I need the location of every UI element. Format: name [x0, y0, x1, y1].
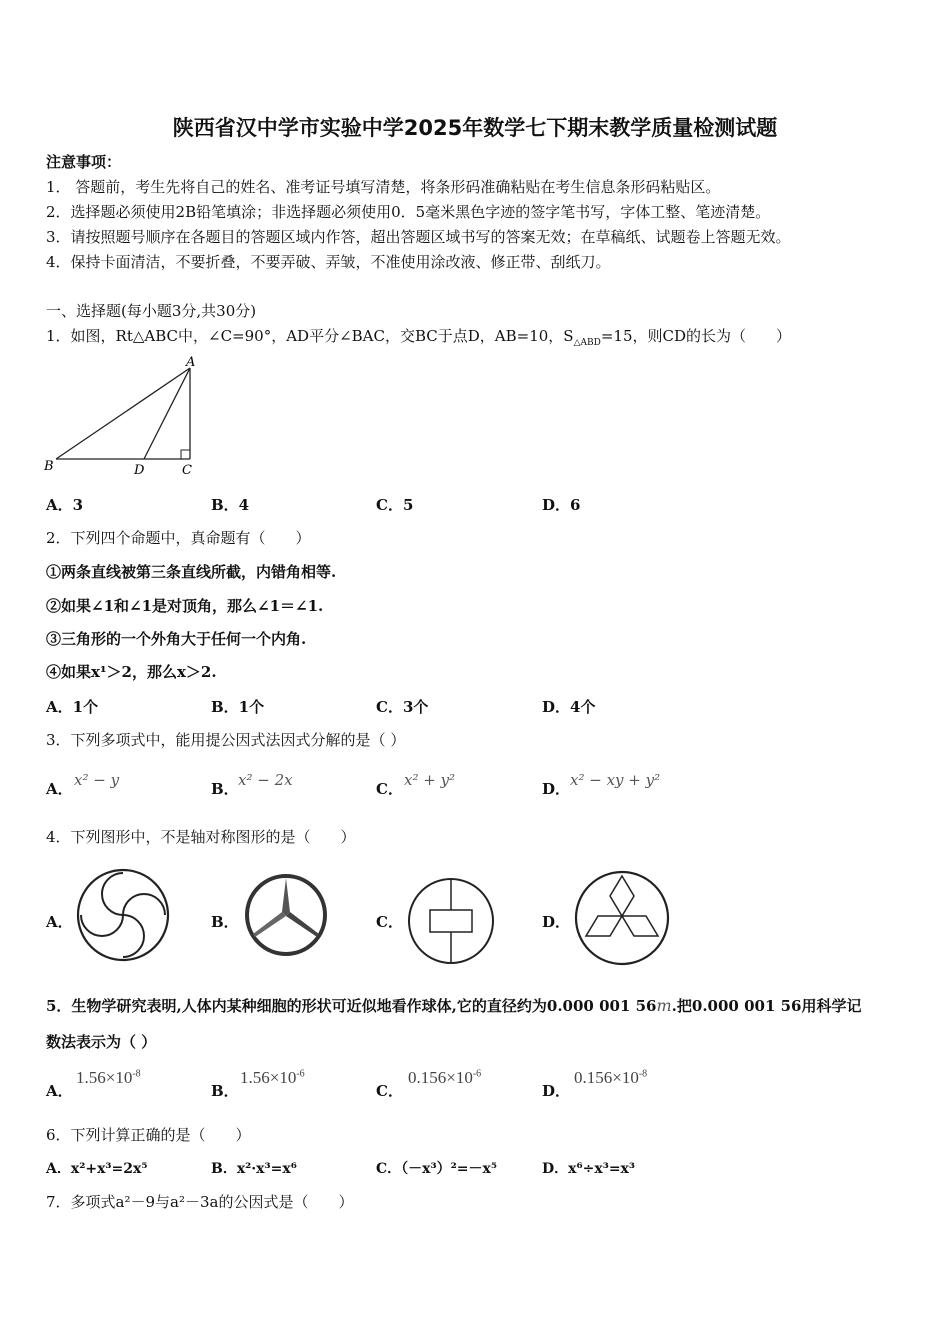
- q4-option-a-label[interactable]: A．: [46, 913, 73, 931]
- q2-option-a[interactable]: A．1个: [46, 698, 99, 716]
- q4-figure-d: [572, 868, 672, 968]
- question-5-stem: 5．生物学研究表明,人体内某种细胞的形状可近似地看作球体,它的直径约为0.000 001 56m.把0.000 001 56用科学记: [46, 996, 862, 1015]
- q3-option-d-label[interactable]: D．: [542, 780, 571, 798]
- notice-item: 4．保持卡面清洁，不要折叠，不要弄破、弄皱，不准使用涂改液、修正带、刮纸刀。: [46, 253, 611, 271]
- triangle-figure: [40, 352, 210, 482]
- q4-option-c-label[interactable]: C．: [376, 913, 403, 931]
- q1-option-b[interactable]: B．4: [211, 496, 250, 514]
- q3-option-d-expr: x² − xy + y²: [570, 771, 661, 789]
- q5-option-c-label[interactable]: C．: [376, 1082, 403, 1100]
- q4-figure-b: [243, 872, 329, 958]
- label-d: D: [134, 463, 145, 478]
- q5-option-b-expr: $1.56\times 10^{-6}$: [240, 1068, 305, 1087]
- q2-proposition: ③三角形的一个外角大于任何一个内角.: [46, 630, 307, 648]
- q4-figure-c: [406, 876, 496, 966]
- q5-option-d-label[interactable]: D．: [542, 1082, 571, 1100]
- q6-option-a[interactable]: A．x²+x³=2x⁵: [46, 1161, 148, 1177]
- q3-option-a-label[interactable]: A．: [46, 780, 73, 798]
- q6-option-c[interactable]: C．（－x³）²=－x⁵: [376, 1161, 497, 1177]
- notice-heading: 注意事项：: [46, 153, 122, 171]
- label-a: A: [186, 355, 196, 370]
- q5-option-a-label[interactable]: A．: [46, 1082, 73, 1100]
- label-b: B: [44, 459, 54, 474]
- q3-option-b-label[interactable]: B．: [211, 780, 239, 798]
- q2-proposition: ①两条直线被第三条直线所截，内错角相等.: [46, 563, 337, 581]
- q2-option-b[interactable]: B．1个: [211, 698, 265, 716]
- q5-option-d-expr: $0.156\times 10^{-8}$: [574, 1068, 648, 1087]
- q5-option-a-expr: $1.56\times 10^{-8}$: [76, 1068, 141, 1087]
- notice-item: 1． 答题前，考生先将自己的姓名、准考证号填写清楚，将条形码准确粘贴在考生信息条形码粘贴区。: [46, 178, 721, 196]
- q3-option-a-expr: x² − y: [74, 771, 120, 789]
- q1-option-c[interactable]: C．5: [376, 496, 414, 514]
- q3-option-b-expr: x² − 2x: [238, 771, 293, 789]
- page-title: 陕西省汉中学市实验中学2025年数学七下期末教学质量检测试题: [172, 116, 778, 140]
- q4-figure-a: [74, 866, 172, 964]
- question-1-stem: 1．如图，Rt△ABC中，∠C=90°，AD平分∠BAC，交BC于点D，AB=10，$S_{\triangle ABD}=15$，则CD的长为（ ）: [46, 327, 792, 348]
- q2-proposition: ②如果∠1和∠1是对顶角，那么∠1＝∠1.: [46, 597, 324, 615]
- q3-option-c-expr: x² + y²: [404, 771, 456, 789]
- q6-option-d[interactable]: D．x⁶÷x³=x³: [542, 1161, 636, 1177]
- section-heading: 一、选择题(每小题3分,共30分): [46, 302, 257, 320]
- q6-option-b[interactable]: B．x²·x³=x⁶: [211, 1161, 297, 1177]
- q4-option-d-label[interactable]: D．: [542, 913, 571, 931]
- question-6-stem: 6．下列计算正确的是（ ）: [46, 1126, 251, 1144]
- notice-item: 2．选择题必须使用2B铅笔填涂；非选择题必须使用0．5毫米黑色字迹的签字笔书写，字体工整、笔迹清楚。: [46, 203, 771, 221]
- notice-item: 3．请按照题号顺序在各题目的答题区域内作答，超出答题区域书写的答案无效；在草稿纸、试题卷上答题无效。: [46, 228, 791, 246]
- question-4-stem: 4．下列图形中，不是轴对称图形的是（ ）: [46, 828, 356, 846]
- q2-proposition: ④如果x¹＞2，那么x＞2.: [46, 663, 217, 681]
- bisector-ad: [144, 368, 190, 459]
- q5-option-c-expr: $0.156\times 10^{-6}$: [408, 1068, 482, 1087]
- q2-option-d[interactable]: D．4个: [542, 698, 596, 716]
- question-7-stem: 7．多项式a²－9与a²－3a的公因式是（ ）: [46, 1193, 354, 1211]
- label-c: C: [182, 463, 192, 478]
- question-3-stem: 3．下列多项式中，能用提公因式法因式分解的是（ ）: [46, 731, 406, 749]
- right-angle-mark: [181, 450, 190, 459]
- q2-option-c[interactable]: C．3个: [376, 698, 429, 716]
- q4-option-b-label[interactable]: B．: [211, 913, 239, 931]
- q1-option-a[interactable]: A．3: [46, 496, 84, 514]
- q5-option-b-label[interactable]: B．: [211, 1082, 239, 1100]
- question-2-stem: 2．下列四个命题中，真命题有（ ）: [46, 529, 311, 547]
- q1-option-d[interactable]: D．6: [542, 496, 581, 514]
- question-5-stem-cont: 数法表示为（ ）: [46, 1033, 157, 1051]
- q3-option-c-label[interactable]: C．: [376, 780, 403, 798]
- side-ab: [56, 368, 190, 459]
